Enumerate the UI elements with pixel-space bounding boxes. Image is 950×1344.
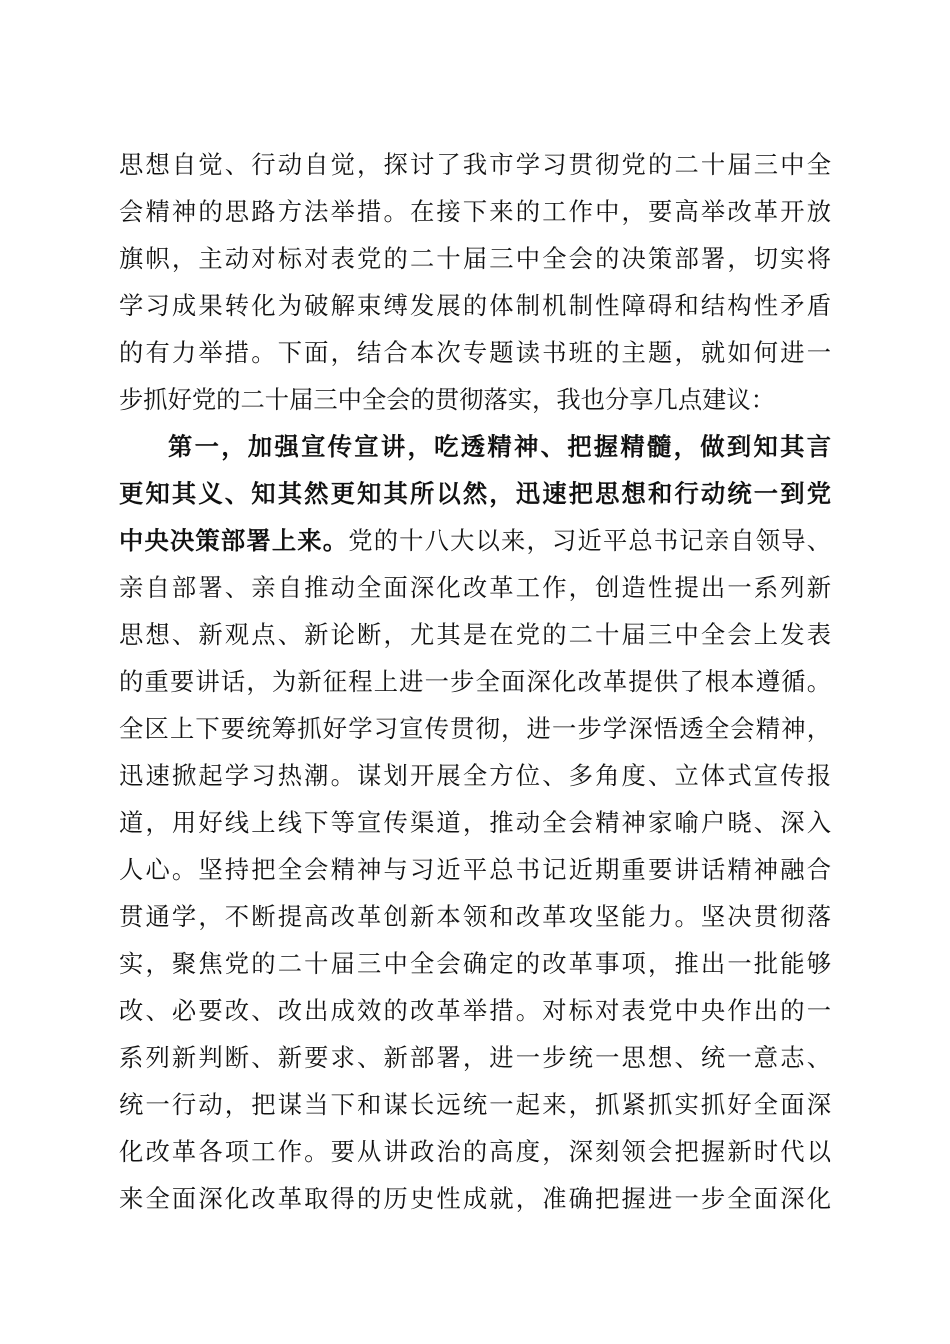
paragraph-2-line-6: 道，用好线上线下等宣传渠道，推动全会精神家喻户晓、深入 xyxy=(119,808,831,837)
paragraph-2-line-14: 来全面深化改革取得的历史性成就，准确把握进一步全面深化 xyxy=(119,1184,831,1213)
paragraph-2-heading-line-3: 中央决策部署上来。 xyxy=(119,526,349,555)
paragraph-2-line-8: 贯通学，不断提高改革创新本领和改革攻坚能力。坚决贯彻落 xyxy=(119,902,831,931)
paragraph-2-mixed-line xyxy=(119,519,831,563)
paragraph-1-line-5: 的有力举措。下面，结合本次专题读书班的主题，就如何进一 xyxy=(119,338,831,367)
paragraph-1-line-1: 思想自觉、行动自觉，探讨了我市学习贯彻党的二十届三中全 xyxy=(119,150,831,179)
paragraph-2-line-1: 亲自部署、亲自推动全面深化改革工作，创造性提出一系列新 xyxy=(119,573,831,602)
paragraph-2-line-11: 系列新判断、新要求、新部署，进一步统一思想、统一意志、 xyxy=(119,1043,831,1072)
paragraph-2-line-3: 的重要讲话，为新征程上进一步全面深化改革提供了根本遵循。 xyxy=(119,667,831,696)
paragraph-2-line-13: 化改革各项工作。要从讲政治的高度，深刻领会把握新时代以 xyxy=(119,1137,831,1166)
paragraph-2-line-12: 统一行动，把谋当下和谋长远统一起来，抓紧抓实抓好全面深 xyxy=(119,1090,831,1119)
paragraph-2-heading-line-1: 第一，加强宣传宣讲，吃透精神、把握精髓，做到知其言 xyxy=(168,432,831,461)
paragraph-2-line-10: 改、必要改、改出成效的改革举措。对标对表党中央作出的一 xyxy=(119,996,831,1025)
paragraph-1-line-3: 旗帜，主动对标对表党的二十届三中全会的决策部署，切实将 xyxy=(119,244,831,273)
paragraph-1-line-4: 学习成果转化为破解束缚发展的体制机制性障碍和结构性矛盾 xyxy=(119,291,831,320)
paragraph-2-heading-line-2: 更知其义、知其然更知其所以然，迅速把思想和行动统一到党 xyxy=(119,479,831,508)
paragraph-2-line-7: 人心。坚持把全会精神与习近平总书记近期重要讲话精神融合 xyxy=(119,855,831,884)
paragraph-2-line-5: 迅速掀起学习热潮。谋划开展全方位、多角度、立体式宣传报 xyxy=(119,761,831,790)
paragraph-1-line-6: 步抓好党的二十届三中全会的贯彻落实，我也分享几点建议： xyxy=(119,385,776,414)
paragraph-2-line-4: 全区上下要统筹抓好学习宣传贯彻，进一步学深悟透全会精神， xyxy=(119,714,831,743)
paragraph-2-body-first-tail: 党的十八大以来，习近平总书记亲自领导、 xyxy=(348,526,831,555)
paragraph-2-line-2: 思想、新观点、新论断，尤其是在党的二十届三中全会上发表 xyxy=(119,620,831,649)
paragraph-1-line-2: 会精神的思路方法举措。在接下来的工作中，要高举改革开放 xyxy=(119,197,831,226)
paragraph-2-line-9: 实，聚焦党的二十届三中全会确定的改革事项，推出一批能够 xyxy=(119,949,831,978)
